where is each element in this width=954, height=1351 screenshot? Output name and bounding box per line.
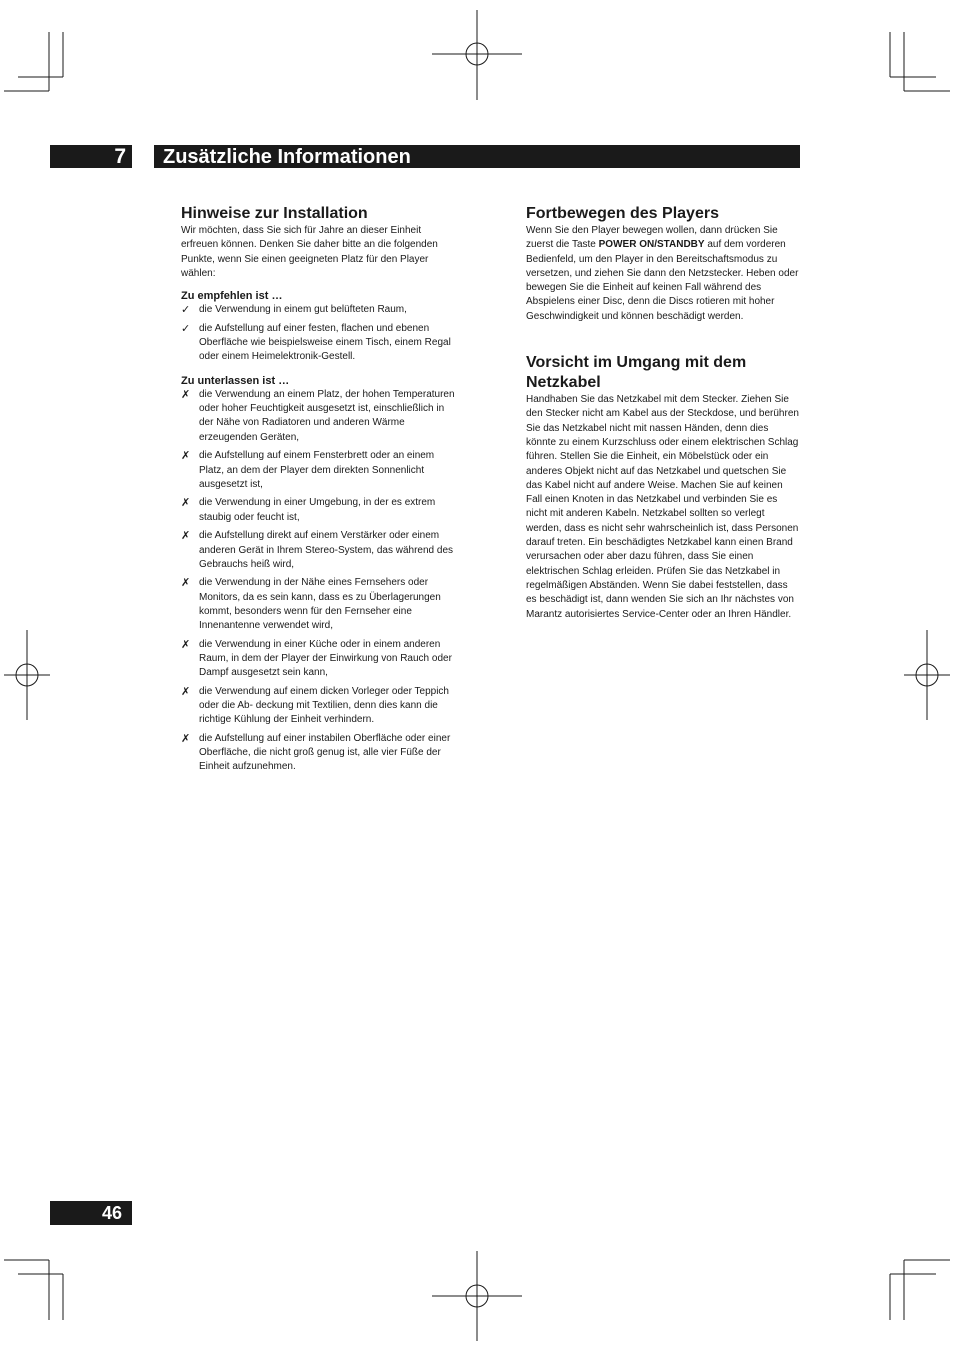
cross-icon: ✗	[181, 530, 191, 543]
cable-heading: Vorsicht im Umgang mit dem Netzkabel	[526, 354, 747, 392]
list-item: ✗ die Aufstellung auf einem Fensterbrett oder an einem Platz, an dem der Player dem direkten Sonnenlicht ausgesetzt ist,	[181, 450, 435, 490]
installation-heading: Hinweise zur Installation	[181, 205, 368, 222]
recommended-heading: Zu empfehlen ist …	[181, 290, 283, 303]
cross-icon: ✗	[181, 638, 191, 651]
list-item: ✗ die Verwendung in einer Umgebung, in der es extrem staubig oder feucht ist,	[181, 497, 436, 523]
list-item: ✗ die Verwendung in einer Küche oder in einem anderen Raum, in dem der Player der Einwirkung von Rauch oder Dampf ausgesetzt sein kann,	[181, 638, 452, 679]
check-icon: ✓	[181, 322, 191, 335]
avoid-heading: Zu unterlassen ist …	[181, 375, 290, 387]
cable-text: Handhaben Sie das Netzkabel mit dem Stecker. Ziehen Sie den Stecker nicht am Kabel aus der Steckdose, und berühren Sie das Netzkabel nicht mit nassen Händen, denn dies könnte zu einem Kurzschluss oder einem elektrischen Schlag führen. Stellen Sie die Einheit, ein Möbelstück oder ein anderes Objekt nicht auf das Netzkabel und quetschen Sie das Kabel nicht auf andere Weise. Machen Sie auf keinen Fall einen Knoten in das Netzkabel und verbinden Sie es nicht mit anderen Kabeln. Netzkabel sollten so verlegt werden, dass es nicht sehr wahrscheinlich ist, dass Personen darauf treten. Ein beschädigtes Netzkabel kann einen Brand verursachen oder aber dazu führen, dass Sie einen elektrischen Schlag erleiden. Prüfen Sie das Netzkabel in regelmäßigen Abständen. Wenn Sie dabei feststellen, dass es beschädigt ist, dann wenden Sie sich an Ihr nächstes von Marantz autorisiertes Service-Center oder an Ihren Händler.	[526, 394, 799, 620]
chapter-title: Zusätzliche Informationen	[154, 145, 800, 168]
list-item: ✗ die Verwendung an einem Platz, der hohen Temperaturen oder hoher Feuchtigkeit ausgesetzt ist, einschließlich in der Nähe von Radiatoren und anderen Wärme erzeugenden Geräten,	[181, 389, 455, 443]
list-item: ✓ die Verwendung in einem gut belüfteten Raum,	[181, 304, 407, 317]
cross-icon: ✗	[181, 497, 191, 510]
moving-text: Wenn Sie den Player bewegen wollen, dann drücken Sie zuerst die Taste POWER ON/STANDBY auf dem vorderen Bedienfeld, um den Player in den Bereitschaftsmodus zu versetzen, und ziehen Sie dann den Netzstecker. Heben oder bewegen Sie die Einheit auf keinen Fall während des Abspielens einer Disc, denn die Discs rotieren mit hoher Geschwindigkeit und können beschädigt werden.	[526, 225, 799, 322]
list-item: ✗ die Aufstellung direkt auf einem Verstärker oder einem anderen Gerät in Ihrem Stereo-System, das während des Gebrauchs heiß wird,	[181, 530, 454, 570]
chapter-number: 7	[50, 145, 132, 168]
list-item: ✗ die Aufstellung auf einer instabilen Oberfläche oder einer Oberfläche, die nicht groß genug ist, alle vier Füße der Einheit aufzunehmen.	[181, 732, 451, 773]
check-icon: ✓	[181, 304, 191, 317]
cross-icon: ✗	[181, 732, 191, 745]
power-button-label: POWER ON/STANDBY	[598, 239, 705, 251]
moving-heading: Fortbewegen des Players	[526, 205, 719, 222]
cross-icon: ✗	[181, 450, 191, 463]
moving-and-cable-section	[526, 204, 800, 622]
cross-icon: ✗	[181, 389, 191, 401]
cross-icon: ✗	[181, 685, 191, 698]
list-item: ✗ die Verwendung in der Nähe eines Fernsehers oder Monitors, da es sein kann, dass es zu Überlagerungen kommt, besonders wenn für den Fernseher eine Innenantenne verwendet wird,	[181, 577, 441, 632]
installation-intro: Wir möchten, dass Sie sich für Jahre an dieser Einheit erfreuen können. Denken Sie daher bitte an die folgenden Punkte, wenn Sie einen geeigneten Platz für den Player wählen:	[181, 225, 438, 279]
installation-section	[181, 204, 457, 779]
page-number: 46	[50, 1201, 132, 1225]
avoid-list	[181, 388, 457, 775]
list-item: ✓ die Aufstellung auf einer festen, flachen und ebenen Oberfläche wie beispielsweise einem Tisch, einem Regal oder einem Heimelektronik-Gestell.	[181, 322, 451, 363]
recommended-list	[181, 303, 457, 364]
list-item: ✗ die Verwendung auf einem dicken Vorleger oder Teppich oder die Ab- deckung mit Textilien, denn dies kann die richtige Kühlung der Einheit verhindern.	[181, 685, 449, 726]
cross-icon: ✗	[181, 577, 191, 590]
